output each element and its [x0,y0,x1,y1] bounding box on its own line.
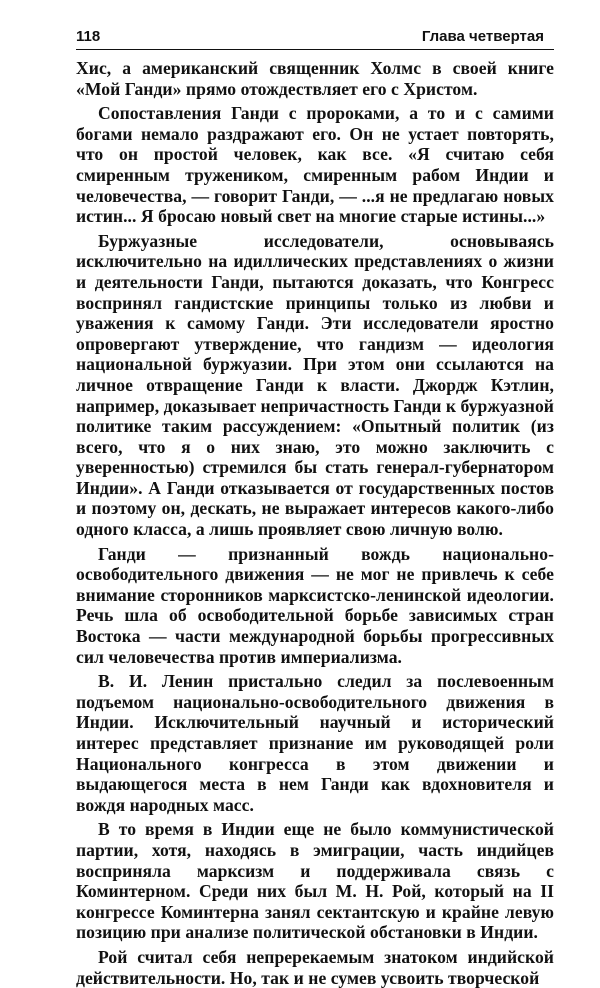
chapter-title: Глава четвертая [421,28,544,45]
paragraph: Буржуазные исследователи, основываясь исключительно на идиллических представлениях о жизни и деятельности Ганди, пытаются доказать, что Конгресс воспринял гандистские принципы только из любви и уважения к самому Ганди. Эти исследователи яростно опровергают утверждение, что гандизм — идеология национальной буржуазии. При этом они ссылаются на личное отвращение Ганди к власти. Джордж Кэтлин, например, доказывает непричастность Ганди к буржуазной политике таким рассуждением: «Опытный политик (из всего, что я о них знаю, это можно заключить с уверенностью) стремился бы стать генерал-губернатором Индии». А Ганди отказывается от государственных постов и поэтому он, дескать, не выражает интересов какого-либо одного класса, а лишь проявляет свою личную волю. [76,230,554,540]
running-header [76,28,554,49]
page-number: 118 [76,28,101,45]
paragraph: В то время в Индии еще не было коммунистической партии, хотя, находясь в эмиграции, часть индийцев восприняла марксизм и поддерживала связь с Коминтерном. Среди них был М. Н. Рой, который на II конгрессе Коминтерна занял сектантскую и крайне левую позицию при анализе политической обстановки в Индии. [76,819,554,943]
paragraph: Рой считал себя непререкаемым знатоком индийской действительности. Но, так и не сумев усвоить творческой [76,946,554,988]
header-rule [76,49,554,50]
paragraph: В. И. Ленин пристально следил за послевоенным подъемом национально-освободительного движения в Индии. Исключительный научный и исторический интерес представляет признание им руководящей роли Национального конгресса в этом движении и выдающегося места в нем Ганди как вдохновителя и вождя народных масс. [76,671,554,815]
paragraph: Ганди — признанный вождь национально-освободительного движения — не мог не привлечь к себе внимание сторонников марксистско-ленинской идеологии. Речь шла об освободительной борьбе зависимых стран Востока — части международной борьбы прогрессивных сил человечества против империализма. [76,543,554,667]
paragraph: Сопоставления Ганди с пророками, а то и с самими богами немало раздражают его. Он не устает повторять, что он простой человек, как все. «Я считаю себя смиренным тружеником, смиренным рабом Индии и человечества, — говорит Ганди, — ...я не предлагаю новых истин... Я бросаю новый свет на многие старые истины...» [76,103,554,227]
body-text [76,58,554,988]
paragraph: Хис, а американский священник Холмс в своей книге «Мой Ганди» прямо отождествляет его с Христом. [76,58,554,99]
